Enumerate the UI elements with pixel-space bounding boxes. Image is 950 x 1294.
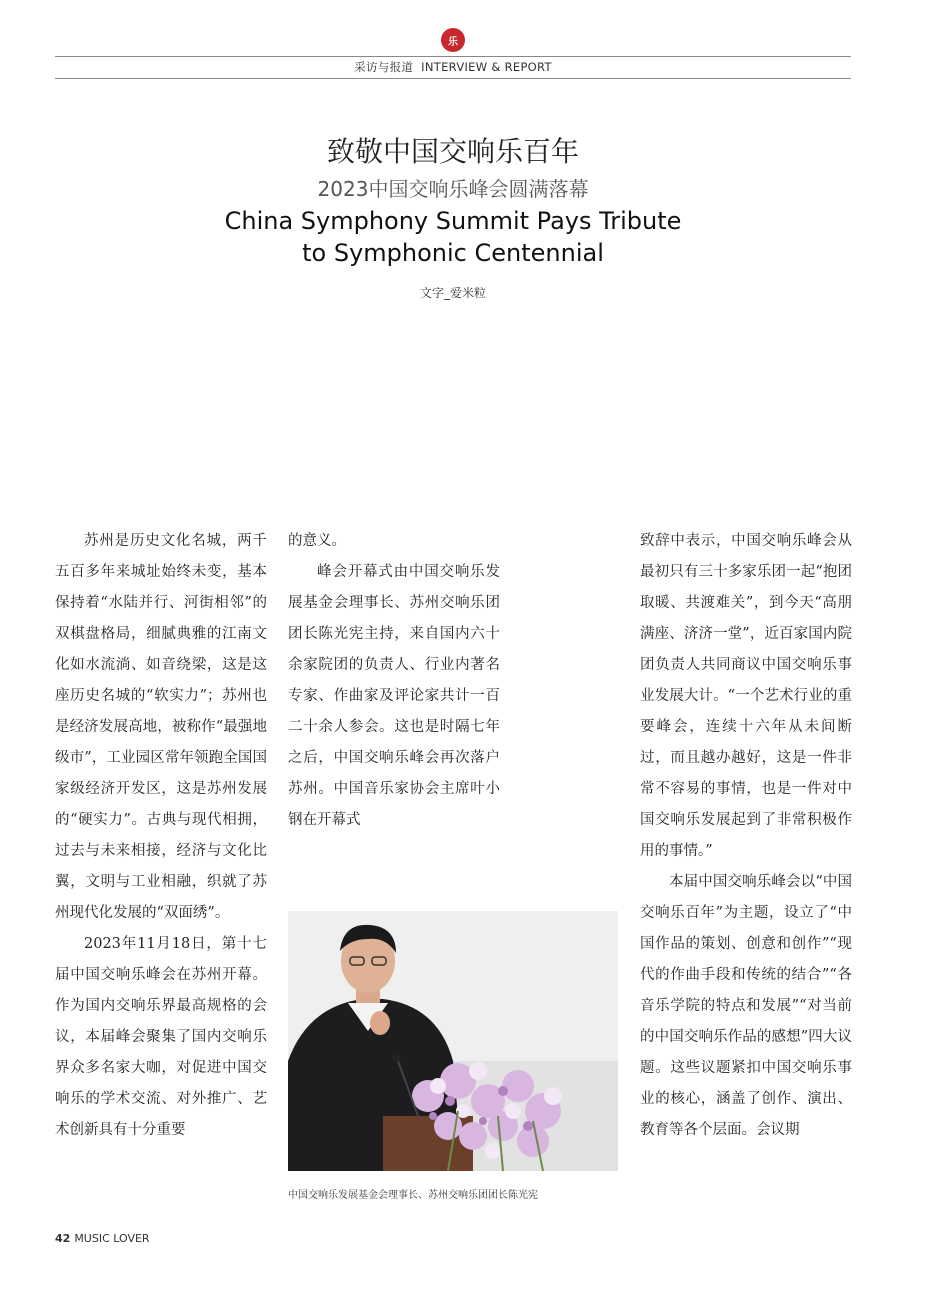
article-subtitle-cn: 2023中国交响乐峰会圆满落幕 bbox=[317, 177, 589, 201]
article-title-en-line1: China Symphony Summit Pays Tribute bbox=[224, 207, 682, 235]
article-byline: 文字_爱米粒 bbox=[419, 286, 486, 300]
paragraph: 的意义。 bbox=[288, 533, 346, 549]
paragraph: 2023年11月18日，第十七届中国交响乐峰会在苏州开幕。作为国内交响乐界最高规格的会议，本届峰会聚集了国内交响乐界众多名家大咖，对促进中国交响乐的学术交流、对外推广、艺术创新具有十分重要 bbox=[55, 936, 267, 1138]
body-column-2 bbox=[288, 526, 500, 836]
page-number: 42 bbox=[55, 1232, 71, 1245]
article-photo bbox=[288, 911, 618, 1171]
magazine-name: MUSIC LOVER bbox=[74, 1232, 150, 1245]
paragraph: 苏州是历史文化名城，两千五百多年来城址始终未变，基本保持着“水陆并行、河街相邻”的双棋盘格局，细腻典雅的江南文化如水流淌、如音绕梁，这是这座历史名城的“软实力”；苏州也是经济发展高地，被称作“最强地级市”，工业园区常年领跑全国国家级经济开发区，这是苏州发展的“硬实力”。古典与现代相拥，过去与未来相接，经济与文化比翼，文明与工业相融，织就了苏州现代化发展的“双面绣”。 bbox=[55, 533, 267, 921]
article-title-cn: 致敬中国交响乐百年 bbox=[326, 135, 579, 168]
paragraph: 峰会开幕式由中国交响乐发展基金会理事长、苏州交响乐团团长陈光宪主持，来自国内六十余家院团的负责人、行业内著名专家、作曲家及评论家共计一百二十余人参会。这也是时隔七年之后，中国交响乐峰会再次落户苏州。中国音乐家协会主席叶小钢在开幕式 bbox=[288, 564, 500, 828]
section-label bbox=[55, 59, 851, 77]
page-footer bbox=[55, 1232, 150, 1245]
header-top-rule bbox=[55, 56, 851, 57]
header-bottom-rule bbox=[55, 78, 851, 79]
paragraph: 本届中国交响乐峰会以“中国交响乐百年”为主题，设立了“中国作品的策划、创意和创作”“现代的作曲手段和传统的结合”“各音乐学院的特点和发展”“对当前的中国交响乐作品的感想”四大议题。这些议题紧扣中国交响乐事业的核心，涵盖了创作、演出、教育等各个层面。会议期 bbox=[640, 874, 852, 1138]
speaker-photo-illustration bbox=[288, 911, 618, 1171]
magazine-logo-icon: 乐 bbox=[441, 28, 465, 52]
section-label-cn: 采访与报道 bbox=[354, 60, 414, 74]
body-column-3 bbox=[640, 526, 852, 1146]
article-title-en-line2: to Symphonic Centennial bbox=[302, 239, 604, 267]
photo-caption: 中国交响乐发展基金会理事长、苏州交响乐团团长陈光宪 bbox=[288, 1190, 538, 1201]
paragraph: 致辞中表示，中国交响乐峰会从最初只有三十多家乐团一起“抱团取暖、共渡难关”，到今天“高朋满座、济济一堂”，近百家国内院团负责人共同商议中国交响乐事业发展大计。“一个艺术行业的重要峰会，连续十六年从未间断过，而且越办越好，这是一件非常不容易的事情，也是一件对中国交响乐发展起到了非常积极作用的事情。” bbox=[640, 533, 852, 859]
article-title-en bbox=[0, 205, 906, 269]
body-column-1 bbox=[55, 526, 267, 1146]
section-label-en: INTERVIEW & REPORT bbox=[421, 60, 552, 74]
